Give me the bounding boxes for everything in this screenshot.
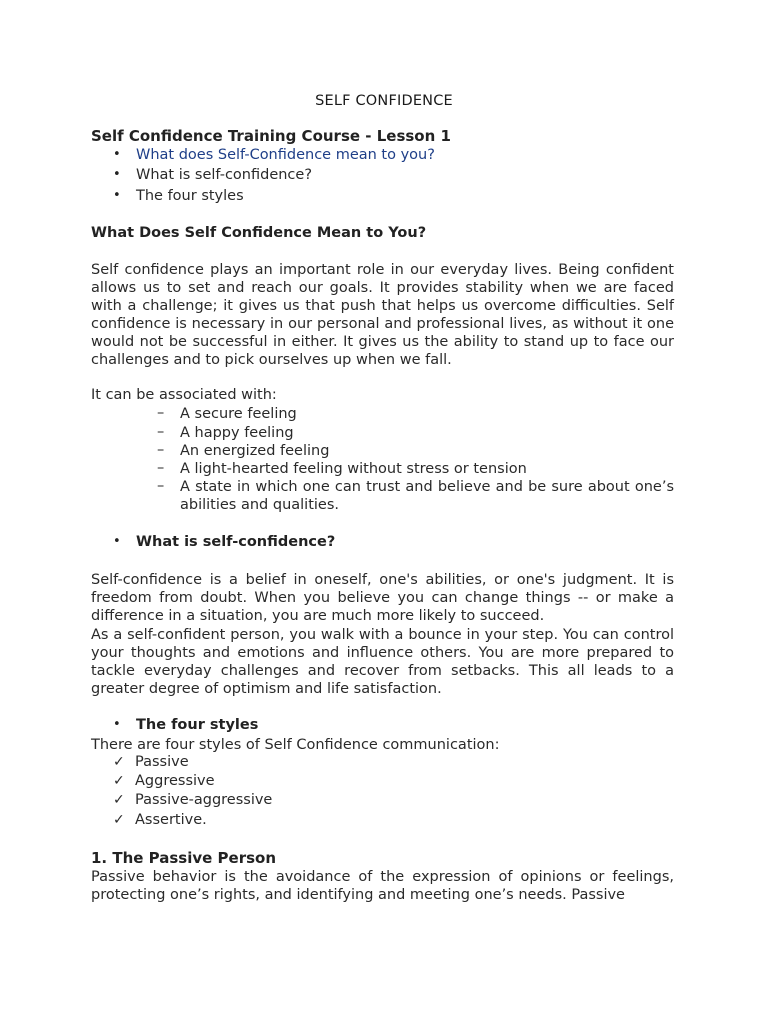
associated-intro: It can be associated with: xyxy=(91,387,277,403)
bullet-icon: • xyxy=(113,534,121,549)
association-item: A secure feeling xyxy=(180,406,297,422)
section-heading-meaning: What Does Self Confidence Mean to You? xyxy=(91,225,427,241)
association-item: An energized feeling xyxy=(180,443,330,459)
style-item-passive-aggressive: Passive-aggressive xyxy=(135,792,273,808)
style-item-aggressive: Aggressive xyxy=(135,773,215,789)
dash-marker: – xyxy=(157,478,165,494)
section-heading-passive-person: 1. The Passive Person xyxy=(91,849,277,867)
toc-link-meaning[interactable]: What does Self-Confidence mean to you? xyxy=(136,147,435,163)
paragraph-what-is-2: As a self-confident person, you walk with a bounce in your step. You can control your thoughts and emotions and influence others. You are more prepared to tackle everyday challenges and recover from setbacks. This all leads to a greater degree of optimism and life satisfaction. xyxy=(91,627,674,698)
dash-marker: – xyxy=(157,442,165,458)
checkmark-icon: ✓ xyxy=(113,773,125,789)
checkmark-icon: ✓ xyxy=(113,812,125,828)
toc-item-what-is: What is self-confidence? xyxy=(136,167,313,183)
bullet-icon: • xyxy=(113,717,121,732)
checkmark-icon: ✓ xyxy=(113,792,125,808)
bullet-icon: • xyxy=(113,167,121,182)
paragraph-what-is-1: Self-confidence is a belief in oneself, one's abilities, or one's judgment. It is freedom from doubt. When you believe you can change things -- or make a difference in a situation, you are much more likely to succeed. xyxy=(91,572,674,625)
dash-marker: – xyxy=(157,424,165,440)
association-item: A light-hearted feeling without stress or tension xyxy=(180,461,527,477)
association-item: A state in which one can trust and believe and be sure about one’s abilities and qualities. xyxy=(180,479,674,514)
paragraph-passive-person: Passive behavior is the avoidance of the expression of opinions or feelings, protecting one’s rights, and identifying and meeting one’s needs. Passive xyxy=(91,869,674,904)
document-title: SELF CONFIDENCE xyxy=(315,93,453,109)
checkmark-icon: ✓ xyxy=(113,754,125,770)
style-item-assertive: Assertive. xyxy=(135,812,207,828)
association-item: A happy feeling xyxy=(180,425,294,441)
toc-item-four-styles: The four styles xyxy=(136,188,244,204)
paragraph-meaning: Self confidence plays an important role in our everyday lives. Being confident allows us to set and reach our goals. It provides stability when we are faced with a challenge; it gives us that push that helps us overcome difficulties. Self confidence is necessary in our personal and professional lives, as without it one would not be successful in either. It gives us the ability to stand up to face our challenges and to pick ourselves up when we fall. xyxy=(91,262,674,369)
section-heading-four-styles: The four styles xyxy=(136,717,259,733)
section-heading-what-is: What is self-confidence? xyxy=(136,534,336,550)
bullet-icon: • xyxy=(113,147,121,162)
style-item-passive: Passive xyxy=(135,754,189,770)
dash-marker: – xyxy=(157,405,165,421)
four-styles-intro: There are four styles of Self Confidence communication: xyxy=(91,737,500,753)
bullet-icon: • xyxy=(113,188,121,203)
dash-marker: – xyxy=(157,460,165,476)
lesson-heading: Self Confidence Training Course - Lesson 1 xyxy=(91,127,451,145)
